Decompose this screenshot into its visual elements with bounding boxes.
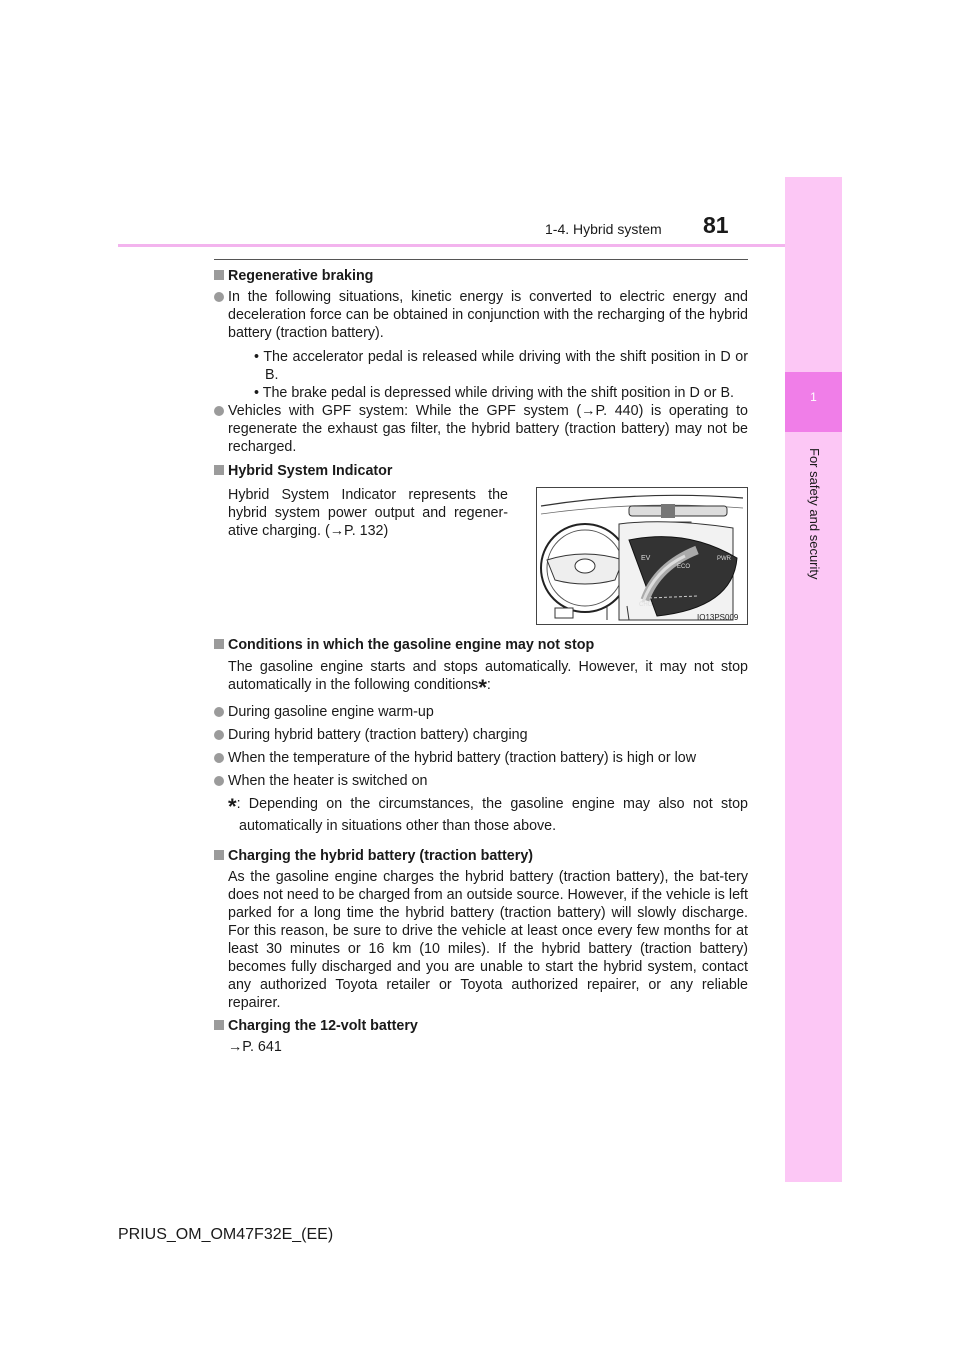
regen-bullet-1: In the following situations, kinetic energy is converted to electric energy and deceleration force can be obtained in conjunction with the recharging of the hybrid battery (traction battery). (214, 288, 748, 342)
battery12v-heading: Charging the 12-volt battery (214, 1017, 748, 1035)
conditions-intro-colon: : (486, 677, 491, 693)
document-code: PRIUS_OM_OM47F32E_(EE) (118, 1226, 334, 1243)
gauge-chg-label: CHG (639, 602, 653, 608)
regen-sub-item-1: • The accelerator pedal is released while driving with the shift position in D or B. (254, 349, 748, 383)
conditions-intro (214, 658, 748, 700)
charging-text: As the gasoline engine charges the hybrid battery (traction battery), the bat-tery does not need to be charged from an outside source. However, if the vehicle is left parked for a long time the hybrid battery (traction battery) will slowly discharge. For this reason, be sure to drive the vehicle at least once every few months for at least 30 minutes or 16 km (10 miles). If the hybrid battery (traction battery) becomes fully discharged and you are unable to start the hybrid system, contact any authorized Toyota retailer or Toyota authorized repairer, or any reliable repairer. (228, 869, 748, 1011)
chapter-number: 1 (810, 390, 817, 404)
content-rule (214, 259, 748, 260)
hybrid-indicator-figure (536, 487, 748, 625)
footnote-text: : Depending on the circumstances, the gasoline engine may also not stop automatically in situations other than those above. (236, 796, 748, 834)
section-title: 1-4. Hybrid system (545, 221, 662, 237)
chapter-sidebar (785, 177, 842, 1182)
gauge-eco-label: ECO (677, 564, 691, 570)
dashboard-illustration (537, 488, 747, 624)
indicator-text: Hybrid System Indicator represents the hybrid system power output and regener-ative charging. (→P. 132) (228, 487, 508, 539)
battery12v-ref: →P. 641 (228, 1039, 282, 1055)
asterisk-marker: * (478, 675, 487, 700)
gauge-ev-label: EV (641, 555, 651, 562)
chapter-title: For safety and security (807, 448, 822, 580)
condition-item-1: During gasoline engine warm-up (214, 703, 748, 721)
regen-heading: Regenerative braking (214, 267, 748, 285)
figure-code: IO13PS009 (697, 613, 739, 622)
page-content (214, 267, 748, 1056)
conditions-intro-text: The gasoline engine starts and stops automatically. However, it may not stop automatically in the following conditions (228, 659, 748, 693)
header-rule (118, 244, 840, 247)
charging-heading: Charging the hybrid battery (traction battery) (214, 847, 748, 865)
condition-item-2: During hybrid battery (traction battery) charging (214, 726, 748, 744)
condition-item-3: When the temperature of the hybrid battery (traction battery) is high or low (214, 749, 748, 767)
footnote (214, 793, 748, 837)
footnote-asterisk: * (228, 794, 237, 819)
indicator-heading: Hybrid System Indicator (214, 462, 748, 480)
regen-sub-item-2: • The brake pedal is depressed while driving with the shift position in D or B. (254, 385, 734, 401)
page-number: 81 (703, 212, 729, 238)
condition-item-4: When the heater is switched on (214, 772, 748, 790)
regen-bullet-2: Vehicles with GPF system: While the GPF system (→P. 440) is operating to regenerate the exhaust gas filter, the hybrid battery (traction battery) may not be recharged. (214, 402, 748, 456)
conditions-heading: Conditions in which the gasoline engine may not stop (214, 636, 748, 654)
gauge-pwr-label: PWR (717, 556, 731, 562)
